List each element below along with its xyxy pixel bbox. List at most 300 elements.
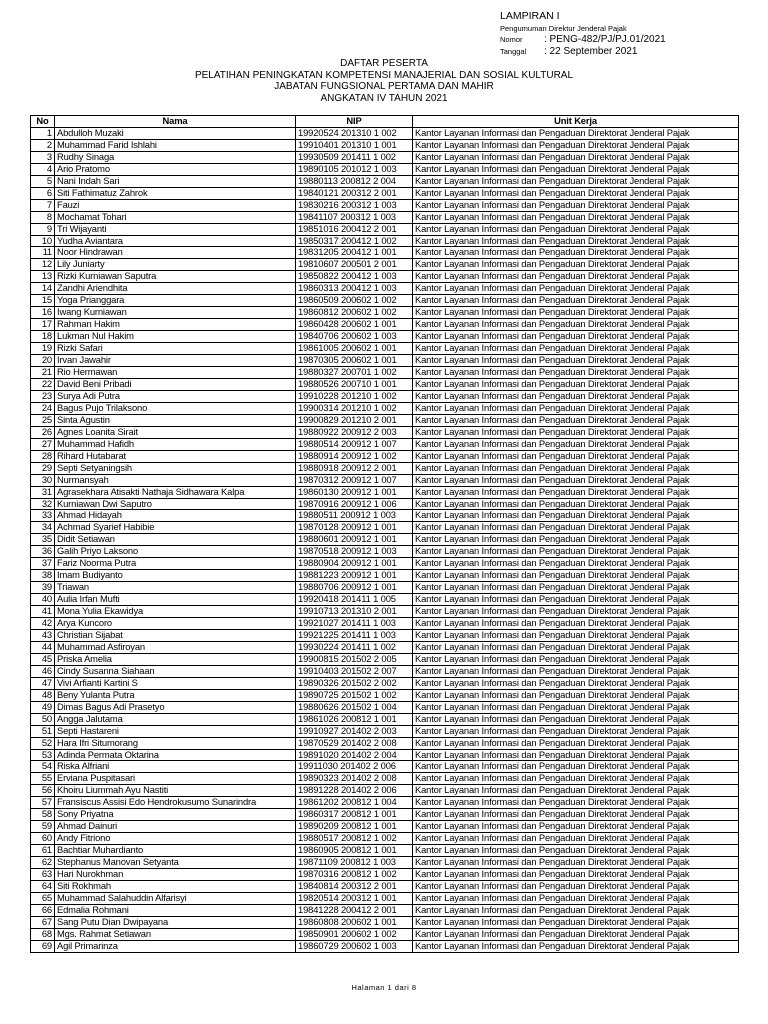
table-header-row — [31, 116, 739, 128]
cell-nama: Iwang Kurniawan — [55, 307, 296, 319]
cell-unit-kerja: Kantor Layanan Informasi dan Pengaduan Direktorat Jenderal Pajak — [413, 928, 739, 940]
cell-no: 53 — [31, 749, 55, 761]
cell-nip: 19841228 200412 2 001 — [296, 904, 413, 916]
cell-nama: Agil Primarinza — [55, 940, 296, 952]
cell-no: 18 — [31, 331, 55, 343]
cell-unit-kerja: Kantor Layanan Informasi dan Pengaduan Direktorat Jenderal Pajak — [413, 594, 739, 606]
cell-nama: Fauzi — [55, 199, 296, 211]
table-row — [31, 785, 739, 797]
table-row — [31, 402, 739, 414]
table-row — [31, 558, 739, 570]
cell-no: 7 — [31, 199, 55, 211]
cell-no: 19 — [31, 343, 55, 355]
cell-nama: Hara Ifri Situmorang — [55, 737, 296, 749]
cell-nama: Rizki Kurniawan Saputra — [55, 271, 296, 283]
table-row — [31, 510, 739, 522]
cell-no: 56 — [31, 785, 55, 797]
cell-nama: Dimas Bagus Adi Prasetyo — [55, 701, 296, 713]
cell-unit-kerja: Kantor Layanan Informasi dan Pengaduan Direktorat Jenderal Pajak — [413, 235, 739, 247]
cell-nama: Septi Setyaningsih — [55, 462, 296, 474]
cell-nama: Beny Yulanta Putra — [55, 689, 296, 701]
table-row — [31, 343, 739, 355]
cell-unit-kerja: Kantor Layanan Informasi dan Pengaduan Direktorat Jenderal Pajak — [413, 881, 739, 893]
cell-nip: 19861026 200812 1 001 — [296, 713, 413, 725]
table-row — [31, 378, 739, 390]
table-row — [31, 474, 739, 486]
cell-no: 11 — [31, 247, 55, 259]
cell-unit-kerja: Kantor Layanan Informasi dan Pengaduan Direktorat Jenderal Pajak — [413, 845, 739, 857]
cell-nip: 19900829 201210 2 001 — [296, 414, 413, 426]
cell-unit-kerja: Kantor Layanan Informasi dan Pengaduan Direktorat Jenderal Pajak — [413, 187, 739, 199]
cell-nip: 19851016 200412 2 001 — [296, 223, 413, 235]
cell-nama: Mochamat Tohari — [55, 211, 296, 223]
cell-unit-kerja: Kantor Layanan Informasi dan Pengaduan Direktorat Jenderal Pajak — [413, 295, 739, 307]
cell-nip: 19870529 201402 2 008 — [296, 737, 413, 749]
cell-no: 20 — [31, 355, 55, 367]
cell-nip: 19920418 201411 1 005 — [296, 594, 413, 606]
cell-nip: 19840814 200312 2 001 — [296, 881, 413, 893]
cell-no: 1 — [31, 127, 55, 139]
cell-no: 49 — [31, 701, 55, 713]
cell-no: 42 — [31, 618, 55, 630]
cell-unit-kerja: Kantor Layanan Informasi dan Pengaduan Direktorat Jenderal Pajak — [413, 725, 739, 737]
table-row — [31, 199, 739, 211]
cell-nip: 19840121 200312 2 001 — [296, 187, 413, 199]
cell-nip: 19850317 200412 1 002 — [296, 235, 413, 247]
cell-nip: 19880904 200912 1 001 — [296, 558, 413, 570]
cell-nama: Adinda Permata Oktarina — [55, 749, 296, 761]
table-row — [31, 749, 739, 761]
cell-unit-kerja: Kantor Layanan Informasi dan Pengaduan Direktorat Jenderal Pajak — [413, 378, 739, 390]
cell-nama: Vivi Arfianti Kartini S — [55, 677, 296, 689]
table-row — [31, 175, 739, 187]
cell-nama: Galih Priyo Laksono — [55, 546, 296, 558]
cell-unit-kerja: Kantor Layanan Informasi dan Pengaduan Direktorat Jenderal Pajak — [413, 199, 739, 211]
table-row — [31, 259, 739, 271]
cell-nama: Cindy Susanna Siahaan — [55, 665, 296, 677]
table-row — [31, 845, 739, 857]
cell-no: 44 — [31, 641, 55, 653]
table-row — [31, 821, 739, 833]
cell-nip: 19860130 200912 1 001 — [296, 486, 413, 498]
cell-nip: 19861202 200812 1 004 — [296, 797, 413, 809]
cell-no: 40 — [31, 594, 55, 606]
table-row — [31, 809, 739, 821]
table-row — [31, 570, 739, 582]
table-row — [31, 629, 739, 641]
cell-nama: Angga Jalutama — [55, 713, 296, 725]
cell-no: 46 — [31, 665, 55, 677]
cell-nama: Aulia Irfan Mufti — [55, 594, 296, 606]
table-row — [31, 211, 739, 223]
cell-unit-kerja: Kantor Layanan Informasi dan Pengaduan Direktorat Jenderal Pajak — [413, 151, 739, 163]
table-row — [31, 761, 739, 773]
cell-unit-kerja: Kantor Layanan Informasi dan Pengaduan Direktorat Jenderal Pajak — [413, 271, 739, 283]
column-header-no: No — [31, 116, 55, 128]
cell-nip: 19860905 200812 1 001 — [296, 845, 413, 857]
cell-unit-kerja: Kantor Layanan Informasi dan Pengaduan Direktorat Jenderal Pajak — [413, 534, 739, 546]
page-footer: Halaman 1 dari 8 — [351, 983, 417, 992]
cell-nama: Muhammad Hafidh — [55, 438, 296, 450]
cell-no: 66 — [31, 904, 55, 916]
table-row — [31, 881, 739, 893]
cell-nama: Rihard Hutabarat — [55, 450, 296, 462]
table-row — [31, 235, 739, 247]
cell-no: 29 — [31, 462, 55, 474]
cell-nip: 19890725 201502 1 002 — [296, 689, 413, 701]
table-row — [31, 139, 739, 151]
cell-nama: Muhammad Salahuddin Alfarisyi — [55, 892, 296, 904]
cell-nip: 19911030 201402 2 006 — [296, 761, 413, 773]
cell-nip: 19890209 200812 1 001 — [296, 821, 413, 833]
cell-nip: 19921225 201411 1 003 — [296, 629, 413, 641]
cell-no: 57 — [31, 797, 55, 809]
cell-nama: Fransiscus Assisi Edo Hendrokusumo Sunarindra — [55, 797, 296, 809]
table-row — [31, 725, 739, 737]
cell-nama: Achmad Syarief Habibie — [55, 522, 296, 534]
cell-no: 21 — [31, 367, 55, 379]
table-row — [31, 127, 739, 139]
cell-nip: 19871109 200812 1 003 — [296, 857, 413, 869]
table-row — [31, 904, 739, 916]
cell-nip: 19891020 201402 2 004 — [296, 749, 413, 761]
cell-unit-kerja: Kantor Layanan Informasi dan Pengaduan Direktorat Jenderal Pajak — [413, 641, 739, 653]
cell-unit-kerja: Kantor Layanan Informasi dan Pengaduan Direktorat Jenderal Pajak — [413, 606, 739, 618]
table-row — [31, 653, 739, 665]
cell-no: 37 — [31, 558, 55, 570]
cell-nama: Erviana Puspitasari — [55, 773, 296, 785]
cell-no: 10 — [31, 235, 55, 247]
cell-unit-kerja: Kantor Layanan Informasi dan Pengaduan Direktorat Jenderal Pajak — [413, 570, 739, 582]
cell-nip: 19880922 200912 2 003 — [296, 426, 413, 438]
table-body — [31, 127, 739, 952]
cell-nip: 19880918 200912 2 001 — [296, 462, 413, 474]
nomor-label: Nomor — [500, 35, 523, 44]
cell-no: 68 — [31, 928, 55, 940]
cell-nama: Irvan Jawahir — [55, 355, 296, 367]
cell-nama: Ahmad Hidayah — [55, 510, 296, 522]
cell-unit-kerja: Kantor Layanan Informasi dan Pengaduan Direktorat Jenderal Pajak — [413, 797, 739, 809]
tanggal-value: : 22 September 2021 — [544, 46, 638, 57]
cell-nama: Yoga Prianggara — [55, 295, 296, 307]
table-row — [31, 869, 739, 881]
cell-nip: 19850822 200412 1 003 — [296, 271, 413, 283]
cell-nip: 19841107 200312 1 003 — [296, 211, 413, 223]
cell-unit-kerja: Kantor Layanan Informasi dan Pengaduan Direktorat Jenderal Pajak — [413, 390, 739, 402]
cell-nama: Siti Rokhmah — [55, 881, 296, 893]
heading-line-3: JABATAN FUNGSIONAL PERTAMA DAN MAHIR — [274, 81, 494, 92]
cell-unit-kerja: Kantor Layanan Informasi dan Pengaduan Direktorat Jenderal Pajak — [413, 283, 739, 295]
cell-nip: 19870305 200602 1 001 — [296, 355, 413, 367]
cell-unit-kerja: Kantor Layanan Informasi dan Pengaduan Direktorat Jenderal Pajak — [413, 402, 739, 414]
cell-no: 28 — [31, 450, 55, 462]
cell-nama: Lukman Nul Hakim — [55, 331, 296, 343]
table-row — [31, 713, 739, 725]
cell-nama: Yudha Aviantara — [55, 235, 296, 247]
cell-unit-kerja: Kantor Layanan Informasi dan Pengaduan Direktorat Jenderal Pajak — [413, 223, 739, 235]
cell-unit-kerja: Kantor Layanan Informasi dan Pengaduan Direktorat Jenderal Pajak — [413, 486, 739, 498]
cell-nip: 19880914 200912 1 002 — [296, 450, 413, 462]
table-row — [31, 438, 739, 450]
cell-unit-kerja: Kantor Layanan Informasi dan Pengaduan Direktorat Jenderal Pajak — [413, 857, 739, 869]
cell-no: 43 — [31, 629, 55, 641]
column-header-unit-kerja: Unit Kerja — [413, 116, 739, 128]
cell-no: 14 — [31, 283, 55, 295]
cell-nip: 19921027 201411 1 003 — [296, 618, 413, 630]
cell-nip: 19870916 200912 1 006 — [296, 498, 413, 510]
nomor-value: : PENG-482/PJ/PJ.01/2021 — [544, 34, 666, 45]
lampiran-subtitle: Pengumuman Direktur Jenderal Pajak — [500, 24, 627, 33]
cell-nama: Khoiru Liummah Ayu Nastiti — [55, 785, 296, 797]
cell-nip: 19860729 200602 1 003 — [296, 940, 413, 952]
cell-unit-kerja: Kantor Layanan Informasi dan Pengaduan Direktorat Jenderal Pajak — [413, 665, 739, 677]
column-header-nama: Nama — [55, 116, 296, 128]
cell-nip: 19820514 200312 1 001 — [296, 892, 413, 904]
cell-no: 54 — [31, 761, 55, 773]
cell-nama: Muhammad Farid Ishlahi — [55, 139, 296, 151]
cell-no: 59 — [31, 821, 55, 833]
table-row — [31, 940, 739, 952]
participant-table — [30, 115, 739, 953]
cell-unit-kerja: Kantor Layanan Informasi dan Pengaduan Direktorat Jenderal Pajak — [413, 139, 739, 151]
cell-nip: 19860313 200412 1 003 — [296, 283, 413, 295]
cell-nip: 19910401 201310 1 001 — [296, 139, 413, 151]
cell-no: 13 — [31, 271, 55, 283]
cell-nip: 19860428 200602 1 001 — [296, 319, 413, 331]
table-row — [31, 833, 739, 845]
cell-nip: 19881223 200912 1 001 — [296, 570, 413, 582]
table-row — [31, 594, 739, 606]
cell-no: 67 — [31, 916, 55, 928]
heading-line-2: PELATIHAN PENINGKATAN KOMPETENSI MANAJERIAL DAN SOSIAL KULTURAL — [194, 69, 574, 81]
cell-unit-kerja: Kantor Layanan Informasi dan Pengaduan Direktorat Jenderal Pajak — [413, 833, 739, 845]
cell-nama: Rahman Hakim — [55, 319, 296, 331]
table-row — [31, 187, 739, 199]
cell-unit-kerja: Kantor Layanan Informasi dan Pengaduan Direktorat Jenderal Pajak — [413, 175, 739, 187]
cell-nama: Rio Hermawan — [55, 367, 296, 379]
cell-unit-kerja: Kantor Layanan Informasi dan Pengaduan Direktorat Jenderal Pajak — [413, 343, 739, 355]
cell-unit-kerja: Kantor Layanan Informasi dan Pengaduan Direktorat Jenderal Pajak — [413, 737, 739, 749]
cell-nama: Christian Sijabat — [55, 629, 296, 641]
cell-nip: 19860509 200602 1 002 — [296, 295, 413, 307]
cell-no: 30 — [31, 474, 55, 486]
lampiran-title: LAMPIRAN I — [500, 10, 560, 22]
cell-no: 23 — [31, 390, 55, 402]
cell-nip: 19910927 201402 2 003 — [296, 725, 413, 737]
cell-nip: 19910403 201502 2 007 — [296, 665, 413, 677]
cell-unit-kerja: Kantor Layanan Informasi dan Pengaduan Direktorat Jenderal Pajak — [413, 701, 739, 713]
cell-no: 48 — [31, 689, 55, 701]
cell-nip: 19910713 201310 2 001 — [296, 606, 413, 618]
cell-no: 63 — [31, 869, 55, 881]
table-row — [31, 414, 739, 426]
cell-unit-kerja: Kantor Layanan Informasi dan Pengaduan Direktorat Jenderal Pajak — [413, 773, 739, 785]
cell-nama: Hari Nurokhman — [55, 869, 296, 881]
cell-no: 3 — [31, 151, 55, 163]
cell-unit-kerja: Kantor Layanan Informasi dan Pengaduan Direktorat Jenderal Pajak — [413, 355, 739, 367]
cell-unit-kerja: Kantor Layanan Informasi dan Pengaduan Direktorat Jenderal Pajak — [413, 247, 739, 259]
tanggal-row — [500, 46, 750, 58]
table-row — [31, 151, 739, 163]
table-row — [31, 462, 739, 474]
cell-no: 17 — [31, 319, 55, 331]
cell-unit-kerja: Kantor Layanan Informasi dan Pengaduan Direktorat Jenderal Pajak — [413, 785, 739, 797]
cell-unit-kerja: Kantor Layanan Informasi dan Pengaduan Direktorat Jenderal Pajak — [413, 582, 739, 594]
table-row — [31, 390, 739, 402]
cell-no: 8 — [31, 211, 55, 223]
cell-unit-kerja: Kantor Layanan Informasi dan Pengaduan Direktorat Jenderal Pajak — [413, 821, 739, 833]
cell-no: 38 — [31, 570, 55, 582]
cell-no: 52 — [31, 737, 55, 749]
cell-unit-kerja: Kantor Layanan Informasi dan Pengaduan Direktorat Jenderal Pajak — [413, 307, 739, 319]
cell-nip: 19880526 200710 1 001 — [296, 378, 413, 390]
table-row — [31, 163, 739, 175]
cell-nama: Sang Putu Dian Dwipayana — [55, 916, 296, 928]
cell-unit-kerja: Kantor Layanan Informasi dan Pengaduan Direktorat Jenderal Pajak — [413, 916, 739, 928]
table-row — [31, 618, 739, 630]
cell-no: 50 — [31, 713, 55, 725]
cell-nama: Edmalia Rohmani — [55, 904, 296, 916]
cell-nip: 19890326 201502 2 002 — [296, 677, 413, 689]
cell-nama: Imam Budiyanto — [55, 570, 296, 582]
cell-nama: Abdulloh Muzaki — [55, 127, 296, 139]
cell-no: 47 — [31, 677, 55, 689]
table-row — [31, 892, 739, 904]
table-row — [31, 355, 739, 367]
cell-unit-kerja: Kantor Layanan Informasi dan Pengaduan Direktorat Jenderal Pajak — [413, 677, 739, 689]
cell-nip: 19880511 200912 1 003 — [296, 510, 413, 522]
cell-nama: David Beni Pribadi — [55, 378, 296, 390]
table-row — [31, 606, 739, 618]
table-row — [31, 677, 739, 689]
cell-no: 31 — [31, 486, 55, 498]
cell-nama: Siti Fathimatuz Zahrok — [55, 187, 296, 199]
cell-unit-kerja: Kantor Layanan Informasi dan Pengaduan Direktorat Jenderal Pajak — [413, 761, 739, 773]
cell-unit-kerja: Kantor Layanan Informasi dan Pengaduan Direktorat Jenderal Pajak — [413, 869, 739, 881]
cell-unit-kerja: Kantor Layanan Informasi dan Pengaduan Direktorat Jenderal Pajak — [413, 546, 739, 558]
cell-nama: Zandhi Ariendhita — [55, 283, 296, 295]
cell-no: 22 — [31, 378, 55, 390]
cell-nama: Septi Hastareni — [55, 725, 296, 737]
cell-no: 60 — [31, 833, 55, 845]
cell-nama: Lily Juniarty — [55, 259, 296, 271]
cell-unit-kerja: Kantor Layanan Informasi dan Pengaduan Direktorat Jenderal Pajak — [413, 414, 739, 426]
cell-nip: 19870312 200912 1 007 — [296, 474, 413, 486]
cell-no: 58 — [31, 809, 55, 821]
cell-unit-kerja: Kantor Layanan Informasi dan Pengaduan Direktorat Jenderal Pajak — [413, 749, 739, 761]
cell-nip: 19900314 201210 1 002 — [296, 402, 413, 414]
table-row — [31, 522, 739, 534]
cell-no: 26 — [31, 426, 55, 438]
table-row — [31, 689, 739, 701]
table-row — [31, 641, 739, 653]
cell-nip: 19861005 200602 1 001 — [296, 343, 413, 355]
cell-unit-kerja: Kantor Layanan Informasi dan Pengaduan Direktorat Jenderal Pajak — [413, 940, 739, 952]
cell-unit-kerja: Kantor Layanan Informasi dan Pengaduan Direktorat Jenderal Pajak — [413, 127, 739, 139]
cell-unit-kerja: Kantor Layanan Informasi dan Pengaduan Direktorat Jenderal Pajak — [413, 713, 739, 725]
cell-nama: Priska Amelia — [55, 653, 296, 665]
cell-unit-kerja: Kantor Layanan Informasi dan Pengaduan Direktorat Jenderal Pajak — [413, 163, 739, 175]
cell-no: 27 — [31, 438, 55, 450]
cell-nip: 19880517 200812 1 002 — [296, 833, 413, 845]
cell-nama: Sinta Agustin — [55, 414, 296, 426]
cell-nama: Riska Alfriani — [55, 761, 296, 773]
heading-line-4: ANGKATAN IV TAHUN 2021 — [320, 92, 448, 104]
document-heading — [0, 58, 768, 104]
cell-no: 51 — [31, 725, 55, 737]
cell-nama: Stephanus Manovan Setyanta — [55, 857, 296, 869]
cell-unit-kerja: Kantor Layanan Informasi dan Pengaduan Direktorat Jenderal Pajak — [413, 462, 739, 474]
cell-nip: 19870518 200912 1 003 — [296, 546, 413, 558]
cell-no: 62 — [31, 857, 55, 869]
cell-no: 4 — [31, 163, 55, 175]
cell-unit-kerja: Kantor Layanan Informasi dan Pengaduan Direktorat Jenderal Pajak — [413, 331, 739, 343]
cell-no: 6 — [31, 187, 55, 199]
cell-nip: 19810607 200501 2 001 — [296, 259, 413, 271]
tanggal-label: Tanggal — [500, 47, 527, 56]
table-row — [31, 367, 739, 379]
cell-nama: Kurniawan Dwi Saputro — [55, 498, 296, 510]
cell-nip: 19880706 200912 1 001 — [296, 582, 413, 594]
table-row — [31, 486, 739, 498]
cell-unit-kerja: Kantor Layanan Informasi dan Pengaduan Direktorat Jenderal Pajak — [413, 558, 739, 570]
cell-unit-kerja: Kantor Layanan Informasi dan Pengaduan Direktorat Jenderal Pajak — [413, 367, 739, 379]
cell-nip: 19930509 201411 1 002 — [296, 151, 413, 163]
cell-nama: Rudhy Sinaga — [55, 151, 296, 163]
table-row — [31, 546, 739, 558]
table-row — [31, 426, 739, 438]
cell-nama: Tri Wijayanti — [55, 223, 296, 235]
table-row — [31, 223, 739, 235]
cell-no: 39 — [31, 582, 55, 594]
cell-nama: Rizki Safari — [55, 343, 296, 355]
cell-unit-kerja: Kantor Layanan Informasi dan Pengaduan Direktorat Jenderal Pajak — [413, 211, 739, 223]
cell-nip: 19920524 201310 1 002 — [296, 127, 413, 139]
lampiran-block — [500, 10, 750, 58]
cell-nama: Agnes Loanita Sirait — [55, 426, 296, 438]
table-row — [31, 582, 739, 594]
cell-nip: 19900815 201502 2 005 — [296, 653, 413, 665]
cell-no: 5 — [31, 175, 55, 187]
table-row — [31, 737, 739, 749]
table-row — [31, 283, 739, 295]
cell-nip: 19860808 200602 1 001 — [296, 916, 413, 928]
cell-nama: Mona Yulia Ekawidya — [55, 606, 296, 618]
cell-no: 15 — [31, 295, 55, 307]
cell-unit-kerja: Kantor Layanan Informasi dan Pengaduan Direktorat Jenderal Pajak — [413, 653, 739, 665]
cell-nip: 19840706 200602 1 003 — [296, 331, 413, 343]
cell-nama: Andy Fitriono — [55, 833, 296, 845]
cell-no: 25 — [31, 414, 55, 426]
table-row — [31, 665, 739, 677]
cell-nip: 19880113 200812 2 004 — [296, 175, 413, 187]
cell-nama: Triawan — [55, 582, 296, 594]
cell-unit-kerja: Kantor Layanan Informasi dan Pengaduan Direktorat Jenderal Pajak — [413, 689, 739, 701]
cell-nama: Ario Pratomo — [55, 163, 296, 175]
cell-nip: 19850901 200602 1 002 — [296, 928, 413, 940]
cell-nip: 19860812 200602 1 002 — [296, 307, 413, 319]
cell-no: 36 — [31, 546, 55, 558]
cell-unit-kerja: Kantor Layanan Informasi dan Pengaduan Direktorat Jenderal Pajak — [413, 319, 739, 331]
table-row — [31, 928, 739, 940]
cell-unit-kerja: Kantor Layanan Informasi dan Pengaduan Direktorat Jenderal Pajak — [413, 892, 739, 904]
cell-nip: 19891228 201402 2 006 — [296, 785, 413, 797]
cell-unit-kerja: Kantor Layanan Informasi dan Pengaduan Direktorat Jenderal Pajak — [413, 904, 739, 916]
cell-nama: Fariz Noorma Putra — [55, 558, 296, 570]
cell-nip: 19830216 200312 1 003 — [296, 199, 413, 211]
table-row — [31, 857, 739, 869]
cell-unit-kerja: Kantor Layanan Informasi dan Pengaduan Direktorat Jenderal Pajak — [413, 510, 739, 522]
